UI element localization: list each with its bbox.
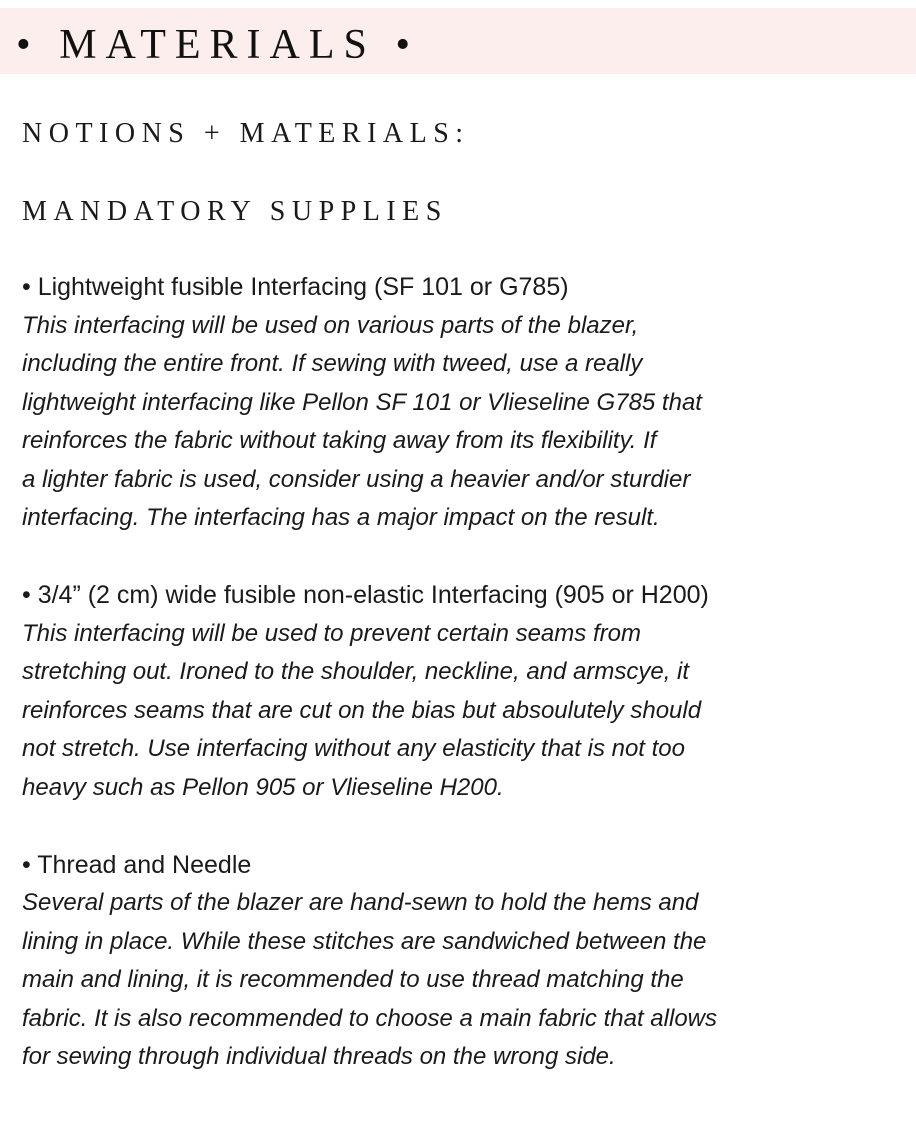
supply-title: • Lightweight fusible Interfacing (SF 101 or G785) xyxy=(22,273,569,301)
supply-item-lightweight-interfacing xyxy=(22,268,902,538)
section-banner xyxy=(0,8,916,74)
description-line: reinforces seams that are cut on the bias but absoulutely should xyxy=(22,696,702,724)
description-line: reinforces the fabric without taking away from its flexibility. If xyxy=(22,427,657,455)
description-line: stretching out. Ironed to the shoulder, neckline, and armscye, it xyxy=(22,658,690,686)
mandatory-supplies-heading: MANDATORY SUPPLIES xyxy=(22,196,448,227)
description-line: main and lining, it is recommended to use thread matching the xyxy=(22,966,684,994)
supply-title: • 3/4” (2 cm) wide fusible non-elastic Interfacing (905 or H200) xyxy=(22,581,709,610)
supply-item-thread-and-needle xyxy=(22,846,902,1077)
description-line: lightweight interfacing like Pellon SF 101 or Vlieseline G785 that xyxy=(22,388,702,416)
description-line: not stretch. Use interfacing without any elasticity that is not too xyxy=(22,735,685,763)
description-line: heavy such as Pellon 905 or Vlieseline H200. xyxy=(22,773,504,801)
description-line: This interfacing will be used to prevent certain seams from xyxy=(22,619,641,647)
description-line: fabric. It is also recommended to choose a main fabric that allows xyxy=(22,1004,717,1032)
supply-description xyxy=(22,884,902,1077)
description-line: for sewing through individual threads on the wrong side. xyxy=(22,1043,616,1071)
supply-title: • Thread and Needle xyxy=(22,850,252,879)
supply-description xyxy=(22,307,902,539)
supply-list xyxy=(22,268,902,1077)
description-line: lining in place. While these stitches are sandwiched between the xyxy=(22,927,707,955)
description-line: Several parts of the blazer are hand-sewn to hold the hems and xyxy=(22,889,699,917)
supply-item-stay-tape-interfacing xyxy=(22,576,902,807)
description-line: This interfacing will be used on various parts of the blazer, xyxy=(22,311,639,339)
description-line: interfacing. The interfacing has a major impact on the result. xyxy=(22,504,660,532)
supply-description xyxy=(22,615,902,808)
materials-content xyxy=(22,112,902,1077)
description-line: including the entire front. If sewing with tweed, use a really xyxy=(22,350,643,378)
banner-title: • MATERIALS • xyxy=(16,22,420,68)
notions-heading: NOTIONS + MATERIALS: xyxy=(22,118,470,149)
description-line: a lighter fabric is used, consider using a heavier and/or sturdier xyxy=(22,465,691,493)
